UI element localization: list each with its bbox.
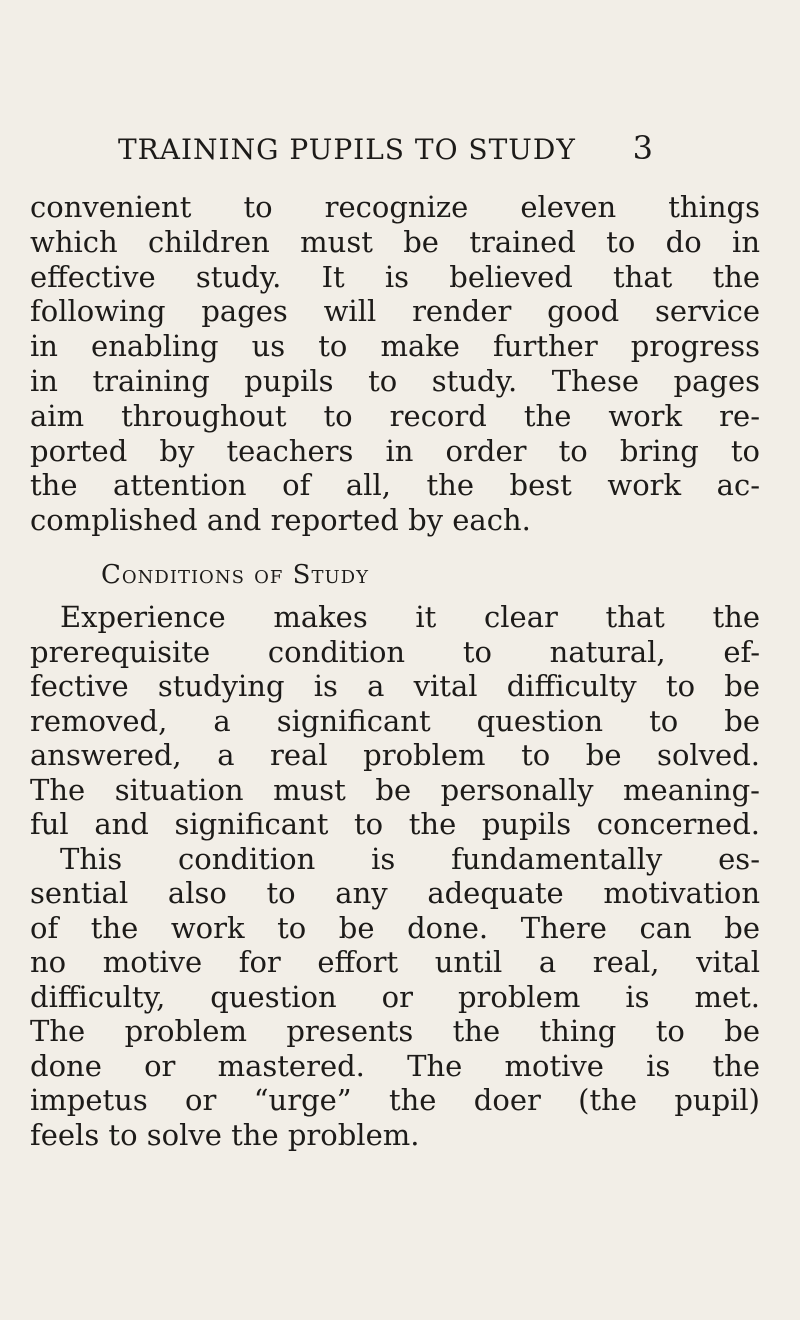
text-line: Experience makes it clear that the bbox=[60, 600, 760, 634]
page-number: 3 bbox=[632, 129, 654, 167]
text-line: of the work to be done. There can be bbox=[30, 910, 760, 945]
text-line: complished and reported by each. bbox=[30, 503, 531, 538]
text-line: following pages will render good service bbox=[30, 294, 760, 329]
text-line: in training pupils to study. These pages bbox=[30, 363, 760, 398]
paragraph-2 bbox=[30, 600, 760, 1152]
text-line: feels to solve the problem. bbox=[30, 1117, 420, 1152]
text-line: ported by teachers in order to bring to bbox=[30, 433, 760, 468]
text-line: aim throughout to record the work re- bbox=[30, 398, 760, 433]
section-heading: Conditions of Study bbox=[101, 560, 369, 590]
text-line: prerequisite condition to natural, ef- bbox=[30, 634, 760, 669]
text-line: answered, a real problem to be solved. bbox=[30, 738, 760, 772]
running-title: TRAINING PUPILS TO STUDY bbox=[118, 133, 576, 166]
text-line: in enabling us to make further progress bbox=[30, 329, 760, 364]
text-line: This condition is fundamentally es- bbox=[60, 841, 760, 876]
text-line: convenient to recognize eleven things bbox=[30, 190, 760, 224]
text-line: done or mastered. The motive is the bbox=[30, 1048, 760, 1083]
text-line: which children must be trained to do in bbox=[30, 224, 760, 259]
text-line: impetus or “urge” the doer (the pupil) bbox=[30, 1083, 760, 1117]
running-head bbox=[118, 128, 654, 172]
paragraph-1 bbox=[30, 190, 760, 538]
text-line: effective study. It is believed that the bbox=[30, 259, 760, 294]
text-line: no motive for effort until a real, vital bbox=[30, 945, 760, 979]
text-line: ful and significant to the pupils concerned. bbox=[30, 807, 760, 841]
text-line: The problem presents the thing to be bbox=[30, 1014, 760, 1048]
text-line: The situation must be personally meaning- bbox=[30, 772, 760, 807]
text-line: sential also to any adequate motivation bbox=[30, 876, 760, 910]
text-line: removed, a significant question to be bbox=[30, 703, 760, 738]
text-line: fective studying is a vital difficulty to be bbox=[30, 669, 760, 703]
text-line: difficulty, question or problem is met. bbox=[30, 979, 760, 1014]
text-line: the attention of all, the best work ac- bbox=[30, 468, 760, 503]
